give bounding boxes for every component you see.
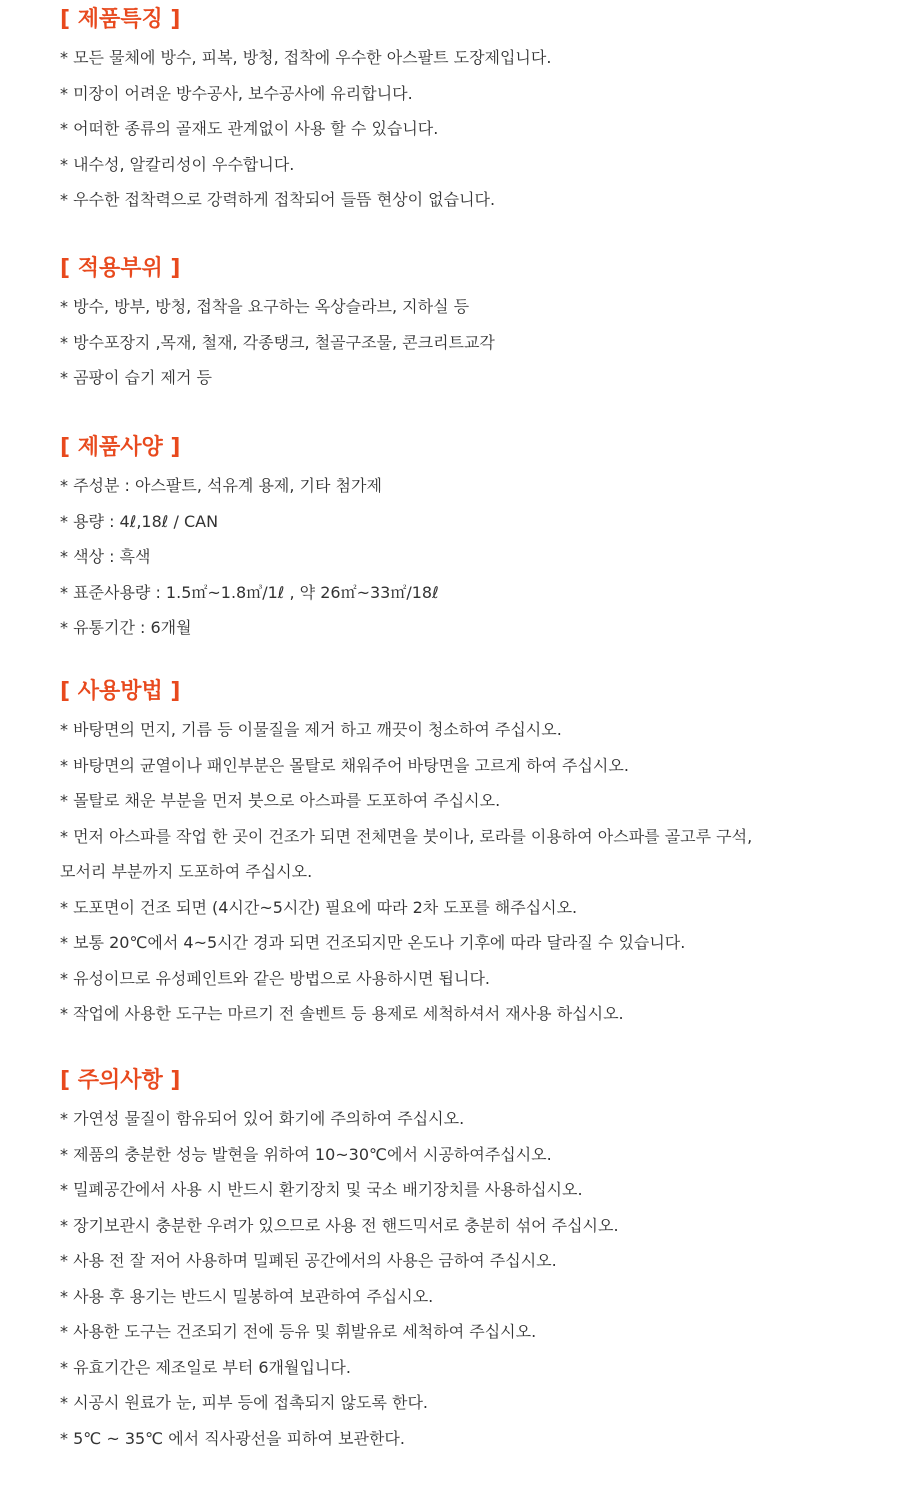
list-item: * 어떠한 종류의 골재도 관계없이 사용 할 수 있습니다. (60, 119, 439, 138)
list-item: * 사용 후 용기는 반드시 밀봉하여 보관하여 주십시오. (60, 1286, 434, 1306)
list-item: 모서리 부분까지 도포하여 주십시오. (60, 862, 313, 881)
section-precautions (60, 1061, 890, 1456)
section-title: [ 주의사항 ] (60, 1068, 181, 1093)
section-features (60, 0, 890, 218)
list-item: * 표준사용량 : 1.5㎡~1.8㎥/1ℓ , 약 26㎡~33㎡/18ℓ (60, 582, 439, 602)
list-item: * 몰탈로 채운 부분을 먼저 붓으로 아스파를 도포하여 주십시오. (60, 791, 501, 810)
list-item: * 방수, 방부, 방청, 접착을 요구하는 옥상슬라브, 지하실 등 (60, 297, 470, 316)
list-item: * 주성분 : 아스팔트, 석유계 용제, 기타 첨가제 (60, 476, 382, 495)
section-title: [ 적용부위 ] (60, 256, 181, 281)
list-item: * 방수포장지 ,목재, 철재, 각종탱크, 철골구조물, 콘크리트교각 (60, 332, 495, 352)
list-item: * 보통 20℃에서 4~5시간 경과 되면 건조되지만 온도나 기후에 따라 달라질 수 있습니다. (60, 933, 686, 952)
list-item: * 시공시 원료가 눈, 피부 등에 접촉되지 않도록 한다. (60, 1393, 428, 1412)
list-item: * 5℃ ~ 35℃ 에서 직사광선을 피하여 보관한다. (60, 1428, 405, 1448)
list-item: * 밀폐공간에서 사용 시 반드시 환기장치 및 국소 배기장치를 사용하십시오. (60, 1180, 583, 1199)
list-item: * 색상 : 흑색 (60, 547, 151, 566)
section-usage-method (60, 672, 890, 1032)
list-item: * 유효기간은 제조일로 부터 6개월입니다. (60, 1357, 351, 1377)
list-item: * 바탕면의 균열이나 패인부분은 몰탈로 채워주어 바탕면을 고르게 하여 주십시오. (60, 755, 629, 775)
list-item: * 우수한 접착력으로 강력하게 접착되어 들뜸 현상이 없습니다. (60, 190, 496, 209)
list-item: * 작업에 사용한 도구는 마르기 전 솔벤트 등 용제로 세척하셔서 재사용 하십시오. (60, 1004, 624, 1023)
list-item: * 내수성, 알칼리성이 우수합니다. (60, 154, 295, 174)
section-application-areas (60, 249, 890, 396)
list-item: * 장기보관시 충분한 우려가 있으므로 사용 전 핸드믹서로 충분히 섞어 주십시오. (60, 1215, 619, 1235)
list-item: * 도포면이 건조 되면 (4시간~5시간) 필요에 따라 2차 도포를 해주십시오. (60, 897, 578, 917)
list-item: * 유성이므로 유성페인트와 같은 방법으로 사용하시면 됩니다. (60, 968, 491, 988)
list-item: * 가연성 물질이 함유되어 있어 화기에 주의하여 주십시오. (60, 1109, 465, 1128)
list-item: * 모든 물체에 방수, 피복, 방청, 접착에 우수한 아스팔트 도장제입니다. (60, 48, 552, 67)
list-item: * 제품의 충분한 성능 발현을 위하여 10~30℃에서 시공하여주십시오. (60, 1144, 552, 1164)
section-specifications (60, 428, 890, 646)
list-item: * 유통기간 : 6개월 (60, 618, 192, 637)
section-title: [ 제품사양 ] (60, 435, 181, 460)
list-item: * 곰팡이 습기 제거 등 (60, 368, 212, 387)
list-item: * 사용 전 잘 저어 사용하며 밀폐된 공간에서의 사용은 금하여 주십시오. (60, 1251, 557, 1270)
list-item: * 미장이 어려운 방수공사, 보수공사에 유리합니다. (60, 83, 413, 103)
list-item: * 먼저 아스파를 작업 한 곳이 건조가 되면 전체면을 붓이나, 로라를 이용하여 아스파를 골고루 구석, (60, 826, 753, 846)
section-title: [ 제품특징 ] (60, 7, 181, 32)
list-item: * 용량 : 4ℓ,18ℓ / CAN (60, 511, 219, 531)
section-title: [ 사용방법 ] (60, 679, 181, 704)
list-item: * 사용한 도구는 건조되기 전에 등유 및 휘발유로 세척하여 주십시오. (60, 1322, 537, 1341)
list-item: * 바탕면의 먼지, 기름 등 이물질을 제거 하고 깨끗이 청소하여 주십시오. (60, 720, 562, 739)
